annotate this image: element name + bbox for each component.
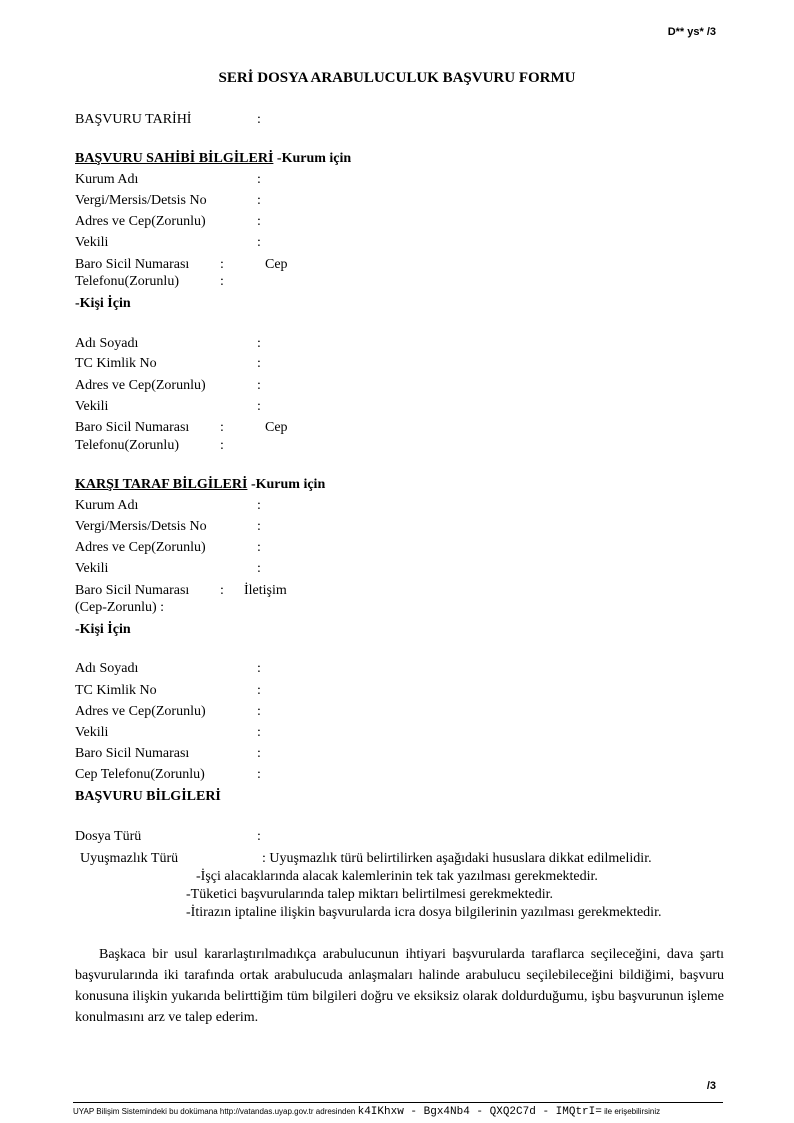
field-label: Kurum Adı bbox=[75, 172, 139, 187]
field-label-telefon: Telefonu(Zorunlu) bbox=[75, 274, 179, 289]
footer-divider bbox=[73, 1102, 723, 1103]
field-colon: : bbox=[257, 725, 261, 740]
field-colon: : bbox=[257, 829, 261, 844]
field-colon: : bbox=[257, 661, 261, 676]
instruction-note: -Tüketici başvurularında talep miktarı belirtilmesi gerekmektedir. bbox=[186, 887, 553, 902]
field-colon: : bbox=[220, 274, 224, 289]
field-label: Adres ve Cep(Zorunlu) bbox=[75, 540, 206, 555]
field-colon: : bbox=[257, 214, 261, 229]
field-label-cep: Cep bbox=[265, 420, 288, 435]
field-colon: : bbox=[257, 336, 261, 351]
field-colon: : bbox=[257, 112, 261, 127]
footer-suffix: ile erişebilirsiniz bbox=[604, 1107, 661, 1116]
subsection-heading-kisi: -Kişi İçin bbox=[75, 622, 131, 637]
field-label: Adres ve Cep(Zorunlu) bbox=[75, 378, 206, 393]
field-colon: : bbox=[257, 704, 261, 719]
field-colon: : bbox=[220, 420, 224, 435]
field-label: Adres ve Cep(Zorunlu) bbox=[75, 214, 206, 229]
page-marker: D** ys* /3 bbox=[667, 26, 716, 38]
field-label: TC Kimlik No bbox=[75, 683, 157, 698]
field-label-uyusmazlik: Uyuşmazlık Türü bbox=[80, 851, 179, 866]
field-label-baro: Baro Sicil Numarası bbox=[75, 583, 190, 598]
field-label-baro: Baro Sicil Numarası bbox=[75, 257, 190, 272]
subsection-heading-kisi: -Kişi İçin bbox=[75, 296, 131, 311]
field-label: Vekili bbox=[75, 399, 109, 414]
field-label: Adı Soyadı bbox=[75, 661, 139, 676]
section-heading-suffix: -Kurum için bbox=[247, 477, 326, 492]
field-colon: : bbox=[257, 540, 261, 555]
instruction-note: -İtirazın iptaline ilişkin başvurularda icra dosya bilgilerinin yazılması gerekmektedir. bbox=[186, 905, 662, 920]
footer-prefix: UYAP Bilişim Sistemindeki bu dokümana http://vatandas.uyap.gov.tr adresinden bbox=[73, 1107, 356, 1116]
field-colon: : bbox=[220, 583, 224, 598]
field-label-telefon: Telefonu(Zorunlu) bbox=[75, 438, 179, 453]
field-colon: : bbox=[257, 561, 261, 576]
footer bbox=[73, 1106, 660, 1118]
field-label: Kurum Adı bbox=[75, 498, 139, 513]
field-label-cep-zorunlu: (Cep-Zorunlu) : bbox=[75, 600, 165, 615]
field-label-basvuru-tarihi: BAŞVURU TARİHİ bbox=[75, 112, 192, 127]
field-colon: : bbox=[257, 399, 261, 414]
field-colon: : bbox=[257, 356, 261, 371]
field-label: Baro Sicil Numarası bbox=[75, 746, 190, 761]
page-number: /3 bbox=[706, 1080, 716, 1092]
field-colon: : bbox=[257, 519, 261, 534]
field-label: Vergi/Mersis/Detsis No bbox=[75, 519, 207, 534]
field-colon: : bbox=[257, 235, 261, 250]
field-colon: : bbox=[220, 257, 224, 272]
field-label-dosya-turu: Dosya Türü bbox=[75, 829, 142, 844]
field-label: Vekili bbox=[75, 725, 109, 740]
field-label-iletisim: İletişim bbox=[244, 583, 287, 598]
field-colon: : bbox=[257, 498, 261, 513]
section-heading-text: BAŞVURU SAHİBİ BİLGİLERİ bbox=[75, 151, 274, 166]
section-heading-karsi-taraf bbox=[75, 477, 325, 493]
page-title: SERİ DOSYA ARABULUCULUK BAŞVURU FORMU bbox=[218, 70, 576, 86]
field-colon: : bbox=[257, 746, 261, 761]
field-colon: : bbox=[257, 172, 261, 187]
field-colon: : bbox=[257, 683, 261, 698]
field-label: Adı Soyadı bbox=[75, 336, 139, 351]
declaration-paragraph: Başkaca bir usul kararlaştırılmadıkça arabulucunun ihtiyari başvurularda taraflarca seçileceğini, dava şartı başvurularında iki tarafında ortak arabulucuda anlaşmaları halinde arabulucu seçilebileceğini bildiğimi, başvuru konusuna ilişkin yukarıda belirttiğim tüm bilgileri doğru ve eksiksiz olarak doldurduğumu, işbu başvurunun işleme konulmasını arz ve talep ederim. bbox=[75, 947, 724, 1025]
section-heading-basvuru-sahibi bbox=[75, 151, 351, 167]
field-colon: : bbox=[220, 438, 224, 453]
field-label: Vergi/Mersis/Detsis No bbox=[75, 193, 207, 208]
section-heading-suffix: -Kurum için bbox=[273, 151, 352, 166]
field-label-cep: Cep bbox=[265, 257, 288, 272]
field-colon: : bbox=[257, 378, 261, 393]
field-colon: : bbox=[257, 193, 261, 208]
field-label: Adres ve Cep(Zorunlu) bbox=[75, 704, 206, 719]
field-label: TC Kimlik No bbox=[75, 356, 157, 371]
instruction-note: -İşçi alacaklarında alacak kalemlerinin tek tak yazılması gerekmektedir. bbox=[196, 869, 598, 884]
section-heading-text: KARŞI TARAF BİLGİLERİ bbox=[75, 477, 248, 492]
footer-access-code: k4IKhxw - Bgx4Nb4 - QXQ2C7d - IMQtrI= bbox=[357, 1106, 602, 1118]
field-label: Vekili bbox=[75, 235, 109, 250]
uyusmazlik-instruction: : Uyuşmazlık türü belirtilirken aşağıdaki hususlara dikkat edilmelidir. bbox=[262, 851, 652, 866]
field-label: Vekili bbox=[75, 561, 109, 576]
field-label: Cep Telefonu(Zorunlu) bbox=[75, 767, 205, 782]
section-heading-basvuru-bilgileri: BAŞVURU BİLGİLERİ bbox=[75, 789, 221, 804]
field-colon: : bbox=[257, 767, 261, 782]
field-label-baro: Baro Sicil Numarası bbox=[75, 420, 190, 435]
